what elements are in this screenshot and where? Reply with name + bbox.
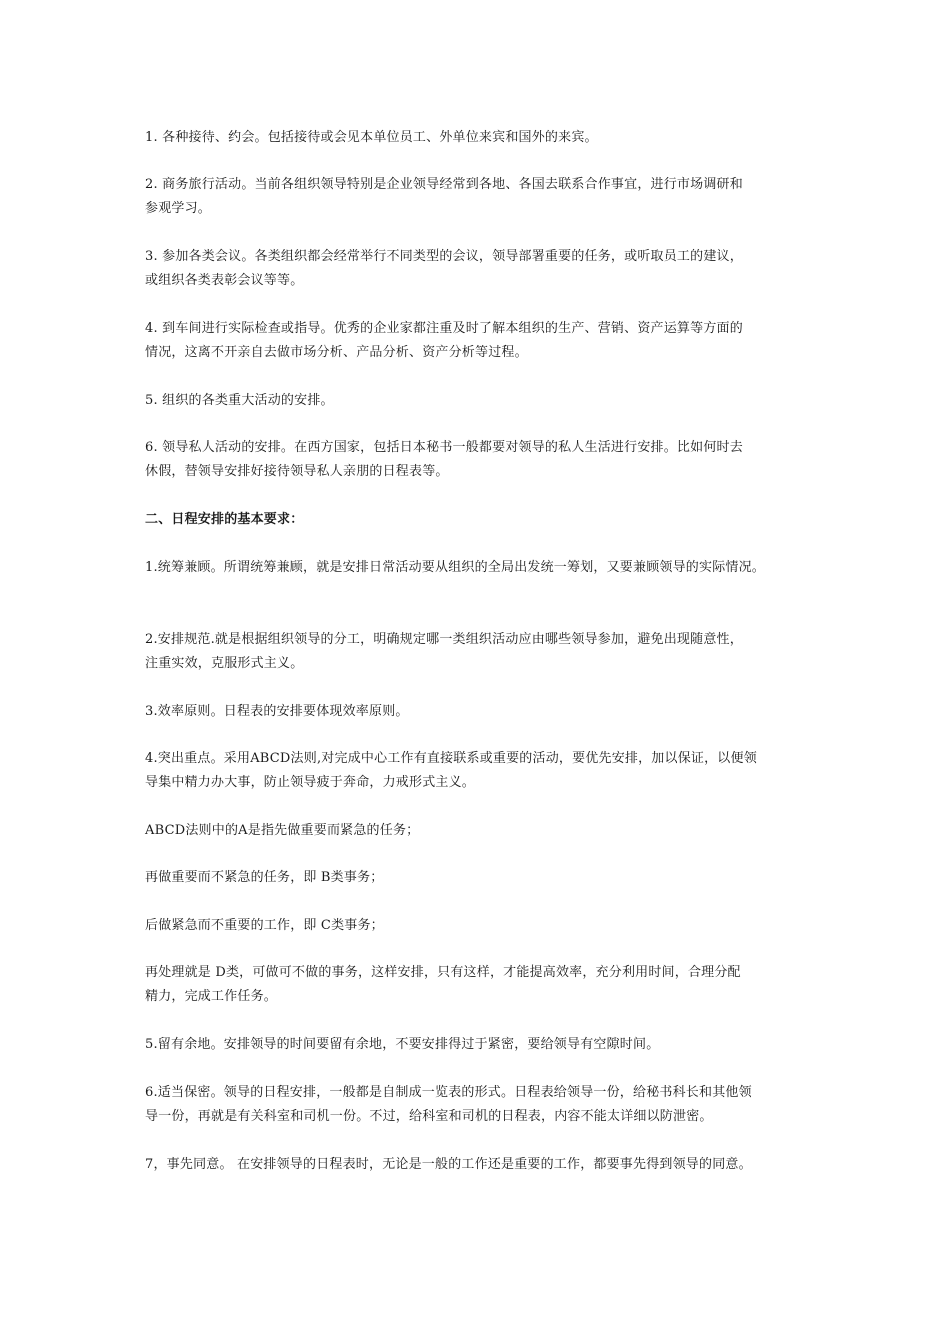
abcd-d [145, 961, 825, 1009]
text-line: 导集中精力办大事，防止领导疲于奔命，力戒形式主义。 [145, 775, 476, 790]
text-line: 6. 领导私人活动的安排。在西方国家，包括日本秘书一般都要对领导的私人生活进行安排。比如何时去 [145, 440, 743, 455]
text-line: 精力，完成工作任务。 [145, 989, 278, 1004]
text-line: 再做重要而不紧急的任务，即 B类事务； [145, 870, 384, 885]
text-line: ABCD法则中的A是指先做重要而紧急的任务； [145, 823, 420, 838]
text-line: 4.突出重点。采用ABCD法则,对完成中心工作有直接联系或重要的活动，要优先安排，加以保证，以便领 [145, 751, 757, 766]
list-item-2 [145, 173, 825, 221]
section-heading [145, 508, 825, 532]
requirement-7 [145, 1153, 825, 1177]
requirement-5 [145, 1033, 825, 1057]
section-heading-text: 二、日程安排的基本要求： [145, 512, 304, 527]
text-line: 7，事先同意。 在安排领导的日程表时，无论是一般的工作还是重要的工作，都要事先得到领导的同意。 [145, 1157, 752, 1172]
requirement-6 [145, 1081, 825, 1129]
requirement-2 [145, 628, 825, 676]
text-line: 1.统筹兼顾。所谓统筹兼顾，就是安排日常活动要从组织的全局出发统一筹划，又要兼顾领导的实际情况。 [145, 560, 766, 575]
abcd-c [145, 914, 825, 938]
text-line: 或组织各类表彰会议等等。 [145, 273, 304, 288]
text-line: 3.效率原则。日程表的安排要体现效率原则。 [145, 704, 409, 719]
text-line: 参观学习。 [145, 201, 212, 216]
abcd-a [145, 819, 825, 843]
text-line: 5.留有余地。安排领导的时间要留有余地，不要安排得过于紧密，要给领导有空隙时间。 [145, 1037, 660, 1052]
list-item-4 [145, 317, 825, 365]
text-line: 再处理就是 D类，可做可不做的事务，这样安排，只有这样，才能提高效率，充分利用时间，合理分配 [145, 965, 741, 980]
list-item-1 [145, 126, 825, 150]
text-line: 3. 参加各类会议。各类组织都会经常举行不同类型的会议，领导部署重要的任务，或听取员工的建议， [145, 249, 743, 264]
text-line: 注重实效，克服形式主义。 [145, 656, 304, 671]
text-line: 休假，替领导安排好接待领导私人亲朋的日程表等。 [145, 464, 449, 479]
list-item-3 [145, 245, 825, 293]
list-item-5 [145, 389, 825, 413]
text-line: 情况，这离不开亲自去做市场分析、产品分析、资产分析等过程。 [145, 345, 528, 360]
requirement-3 [145, 700, 825, 724]
requirement-1 [145, 556, 825, 580]
text-line: 2. 商务旅行活动。当前各组织领导特别是企业领导经常到各地、各国去联系合作事宜，进行市场调研和 [145, 177, 743, 192]
text-line: 2.安排规范.就是根据组织领导的分工，明确规定哪一类组织活动应由哪些领导参加，避免出现随意性， [145, 632, 743, 647]
text-line: 4. 到车间进行实际检查或指导。优秀的企业家都注重及时了解本组织的生产、营销、资产运算等方面的 [145, 321, 743, 336]
list-item-6 [145, 436, 825, 484]
text-line: 1. 各种接待、约会。包括接待或会见本单位员工、外单位来宾和国外的来宾。 [145, 130, 598, 145]
text-line: 5. 组织的各类重大活动的安排。 [145, 393, 334, 408]
abcd-b [145, 866, 825, 890]
text-line: 后做紧急而不重要的工作，即 C类事务； [145, 918, 384, 933]
text-line: 6.适当保密。领导的日程安排，一般都是自制成一览表的形式。日程表给领导一份，给秘书科长和其他领 [145, 1085, 752, 1100]
text-line: 导一份，再就是有关科室和司机一份。不过，给科室和司机的日程表，内容不能太详细以防泄密。 [145, 1109, 713, 1124]
requirement-4 [145, 747, 825, 795]
